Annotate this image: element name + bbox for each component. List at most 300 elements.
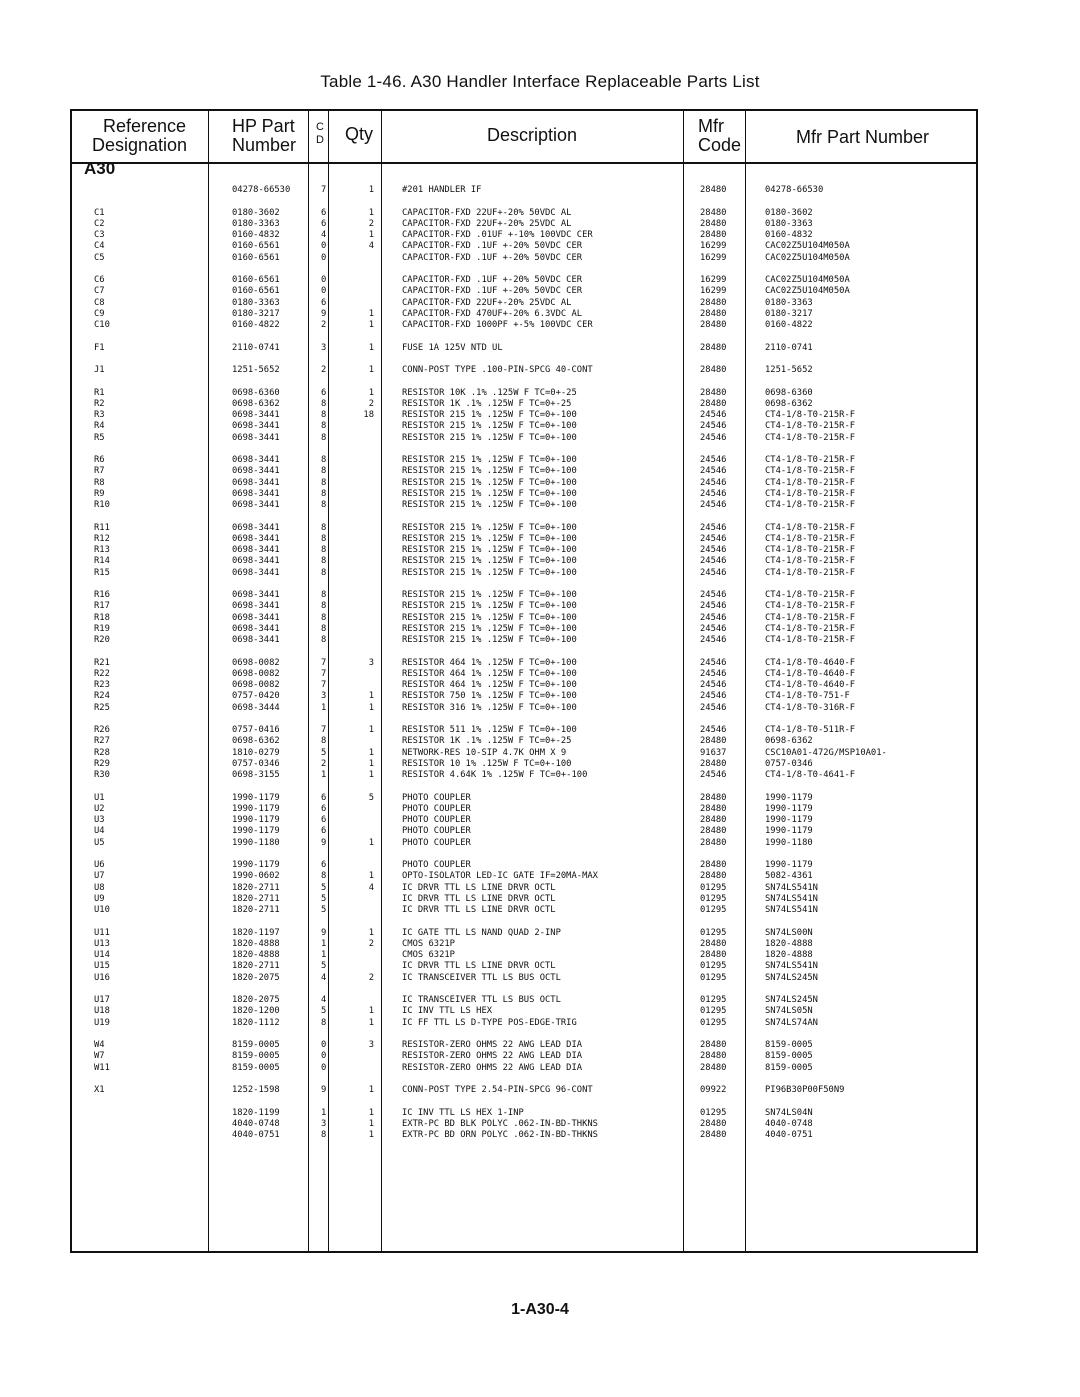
hp-part-number: 1820-2711: [232, 961, 280, 972]
hp-part-number: 8159-0005: [232, 1062, 280, 1073]
hp-part-number: 1252-1598: [232, 1085, 280, 1095]
ref-designation: F1: [94, 342, 105, 353]
table-row: [72, 691, 976, 702]
table-row: [72, 680, 976, 691]
ref-designation: C2: [94, 218, 105, 229]
mfr-code: 24546: [700, 466, 727, 477]
table-row: [72, 939, 976, 950]
cd-digit: 5: [321, 747, 327, 758]
cd-digit: 8: [321, 410, 327, 420]
hp-part-number: 0698-3441: [232, 500, 280, 510]
quantity: 3: [368, 657, 374, 668]
mfr-part-number: CT4-1/8-T0-215R-F: [765, 601, 856, 612]
table-row: [72, 388, 976, 399]
cd-digit: 8: [321, 477, 327, 488]
header-mfr-line2: Code: [698, 135, 742, 155]
cd-digit: 8: [321, 736, 327, 747]
description: IC INV TTL LS HEX: [402, 1006, 493, 1017]
hp-part-number: 8159-0005: [232, 1040, 280, 1050]
hp-part-number: 2110-0741: [232, 342, 280, 353]
description: IC DRVR TTL LS LINE DRVR OCTL: [402, 905, 556, 915]
quantity: 1: [368, 770, 374, 780]
description: IC GATE TTL LS NAND QUAD 2-INP: [402, 927, 561, 938]
mfr-code: 24546: [700, 545, 727, 555]
mfr-code: 24546: [700, 601, 727, 612]
table-row: [72, 613, 976, 624]
table-row: [72, 556, 976, 567]
description: IC TRANSCEIVER TTL LS BUS OCTL: [402, 995, 561, 1005]
mfr-code: 24546: [700, 432, 727, 443]
hp-part-number: 1820-2711: [232, 882, 280, 893]
table-row: [72, 624, 976, 635]
cd-digit: 1: [321, 702, 327, 713]
description: RESISTOR 215 1% .125W F TC=0+-100: [402, 488, 577, 499]
ref-designation: U14: [94, 950, 110, 960]
cd-digit: 0: [321, 241, 327, 252]
quantity: 2: [368, 218, 374, 229]
mfr-part-number: CT4-1/8-T0-215R-F: [765, 410, 856, 420]
description: RESISTOR 215 1% .125W F TC=0+-100: [402, 556, 577, 567]
table-row: [72, 275, 976, 286]
ref-designation: C3: [94, 230, 105, 240]
mfr-part-number: 0698-6362: [765, 736, 813, 747]
mfr-code: 01295: [700, 905, 727, 915]
description: CAPACITOR-FXD 22UF+-20% 50VDC AL: [402, 207, 572, 218]
mfr-code: 24546: [700, 725, 727, 735]
cd-digit: 2: [321, 758, 327, 769]
mfr-code: 01295: [700, 1017, 727, 1028]
description: RESISTOR 750 1% .125W F TC=0+-100: [402, 691, 577, 702]
mfr-code: 28480: [700, 230, 727, 240]
description: RESISTOR-ZERO OHMS 22 AWG LEAD DIA: [402, 1051, 583, 1062]
ref-designation: W7: [94, 1051, 105, 1062]
table-row: [72, 1085, 976, 1096]
description: RESISTOR 215 1% .125W F TC=0+-100: [402, 466, 577, 477]
mfr-code: 01295: [700, 972, 727, 983]
description: RESISTOR 215 1% .125W F TC=0+-100: [402, 455, 577, 465]
mfr-part-number: 1820-4888: [765, 950, 813, 960]
cd-digit: 8: [321, 522, 327, 533]
description: IC DRVR TTL LS LINE DRVR OCTL: [402, 882, 556, 893]
ref-designation: U17: [94, 995, 110, 1005]
mfr-code: 24546: [700, 477, 727, 488]
mfr-part-number: CT4-1/8-T0-215R-F: [765, 432, 856, 443]
description: RESISTOR 464 1% .125W F TC=0+-100: [402, 657, 577, 668]
mfr-part-number: 0757-0346: [765, 758, 813, 769]
mfr-part-number: SN74LS05N: [765, 1006, 813, 1017]
mfr-code: 28480: [700, 1051, 727, 1062]
quantity: 4: [368, 241, 374, 252]
ref-designation: U7: [94, 871, 105, 882]
ref-designation: R11: [94, 522, 110, 533]
description: CAPACITOR-FXD 22UF+-20% 25VDC AL: [402, 218, 572, 229]
mfr-part-number: CT4-1/8-T0-751-F: [765, 691, 850, 702]
table-row: [72, 871, 976, 882]
cd-digit: 6: [321, 297, 327, 308]
mfr-code: 01295: [700, 1107, 727, 1118]
mfr-part-number: CT4-1/8-T0-215R-F: [765, 477, 856, 488]
quantity: 2: [368, 938, 374, 949]
hp-part-number: 0160-4822: [232, 320, 280, 330]
ref-designation: W11: [94, 1062, 110, 1073]
quantity: 1: [368, 387, 374, 398]
header-hp-part-number: [232, 117, 296, 155]
cd-digit: 4: [321, 995, 327, 1005]
mfr-code: 28480: [700, 1130, 727, 1140]
hp-part-number: 1990-0602: [232, 871, 280, 882]
table-row: [72, 770, 976, 781]
mfr-code: 28480: [700, 871, 727, 882]
cd-digit: 2: [321, 320, 327, 330]
ref-designation: R9: [94, 488, 105, 499]
hp-part-number: 0757-0420: [232, 691, 280, 702]
ref-designation: U16: [94, 972, 110, 983]
ref-designation: U19: [94, 1017, 110, 1028]
hp-part-number: 1990-1179: [232, 803, 280, 814]
table-row: [72, 185, 976, 196]
cd-digit: 5: [321, 893, 327, 904]
cd-digit: 7: [321, 668, 327, 679]
hp-part-number: 0698-6362: [232, 398, 280, 409]
cd-digit: 8: [321, 488, 327, 499]
description: RESISTOR 10K .1% .125W F TC=0+-25: [402, 387, 577, 398]
quantity: 1: [368, 691, 374, 702]
description: CMOS 6321P: [402, 938, 455, 949]
ref-designation: R28: [94, 747, 110, 758]
table-row: [72, 523, 976, 534]
hp-part-number: 0180-3602: [232, 207, 280, 218]
ref-designation: C5: [94, 252, 105, 263]
header-hp-line1: HP Part: [232, 116, 295, 136]
mfr-part-number: 4040-0751: [765, 1130, 813, 1140]
quantity: 1: [368, 871, 374, 882]
table-row: [72, 253, 976, 264]
cd-digit: 4: [321, 972, 327, 983]
section-label: A30: [84, 159, 116, 178]
ref-designation: U1: [94, 792, 105, 803]
ref-designation: J1: [94, 365, 105, 375]
hp-part-number: 1810-0279: [232, 747, 280, 758]
cd-digit: 6: [321, 860, 327, 870]
table-row: [72, 455, 976, 466]
ref-designation: U15: [94, 961, 110, 972]
mfr-code: 01295: [700, 1006, 727, 1017]
table-row: [72, 433, 976, 444]
ref-designation: R14: [94, 556, 110, 567]
description: CAPACITOR-FXD 1000PF +-5% 100VDC CER: [402, 320, 593, 330]
cd-digit: 8: [321, 601, 327, 612]
cd-digit: 1: [321, 1107, 327, 1118]
description: CAPACITOR-FXD 470UF+-20% 6.3VDC AL: [402, 308, 583, 319]
mfr-code: 01295: [700, 995, 727, 1005]
cd-digit: 4: [321, 230, 327, 240]
ref-designation: R6: [94, 455, 105, 465]
description: RESISTOR 215 1% .125W F TC=0+-100: [402, 590, 577, 600]
description: #201 HANDLER IF: [402, 185, 482, 195]
table-row: [72, 736, 976, 747]
mfr-part-number: SN74LS245N: [765, 972, 818, 983]
table-row: [72, 399, 976, 410]
quantity: 5: [368, 792, 374, 803]
description: PHOTO COUPLER: [402, 815, 471, 825]
hp-part-number: 0698-3441: [232, 522, 280, 533]
mfr-part-number: CT4-1/8-T0-215R-F: [765, 421, 856, 432]
description: PHOTO COUPLER: [402, 803, 471, 814]
table-row: [72, 489, 976, 500]
table-row: [72, 298, 976, 309]
header-ref-line2: Designation: [92, 135, 188, 155]
ref-designation: C10: [94, 320, 110, 330]
ref-designation: U13: [94, 938, 110, 949]
cd-digit: 8: [321, 567, 327, 578]
table-row: [72, 995, 976, 1006]
cd-digit: 8: [321, 398, 327, 409]
header-hp-line2: Number: [232, 135, 297, 155]
cd-digit: 0: [321, 275, 327, 285]
mfr-code: 24546: [700, 657, 727, 668]
mfr-part-number: 1990-1179: [765, 792, 813, 803]
table-row: [72, 894, 976, 905]
mfr-part-number: CT4-1/8-T0-215R-F: [765, 567, 856, 578]
quantity: 1: [368, 230, 374, 240]
ref-designation: U11: [94, 927, 110, 938]
mfr-code: 01295: [700, 893, 727, 904]
quantity: 1: [368, 702, 374, 713]
header-mfr-line1: Mfr: [698, 116, 724, 136]
description: CAPACITOR-FXD .1UF +-20% 50VDC CER: [402, 252, 583, 263]
cd-digit: 9: [321, 308, 327, 319]
description: IC DRVR TTL LS LINE DRVR OCTL: [402, 893, 556, 904]
cd-digit: 8: [321, 1017, 327, 1028]
description: PHOTO COUPLER: [402, 860, 471, 870]
description: RESISTOR 215 1% .125W F TC=0+-100: [402, 545, 577, 555]
quantity: 1: [368, 747, 374, 758]
ref-designation: R16: [94, 590, 110, 600]
mfr-code: 24546: [700, 488, 727, 499]
hp-part-number: 1820-1197: [232, 927, 280, 938]
hp-part-number: 0160-6561: [232, 286, 280, 297]
ref-designation: R26: [94, 725, 110, 735]
table-row: [72, 883, 976, 894]
mfr-code: 24546: [700, 702, 727, 713]
ref-designation: R1: [94, 387, 105, 398]
description: EXTR-PC BD BLK POLYC .062-IN-BD-THKNS: [402, 1118, 598, 1129]
quantity: 1: [368, 1085, 374, 1095]
cd-digit: 0: [321, 252, 327, 263]
table-row: [72, 826, 976, 837]
table-row: [72, 905, 976, 916]
table-row: [72, 1051, 976, 1062]
description: RESISTOR-ZERO OHMS 22 AWG LEAD DIA: [402, 1040, 583, 1050]
description: CAPACITOR-FXD .01UF +-10% 100VDC CER: [402, 230, 593, 240]
mfr-code: 24546: [700, 455, 727, 465]
mfr-code: 24546: [700, 668, 727, 679]
description: CONN-POST TYPE .100-PIN-SPCG 40-CONT: [402, 365, 593, 375]
hp-part-number: 04278-66530: [232, 185, 291, 195]
ref-designation: R2: [94, 398, 105, 409]
mfr-code: 24546: [700, 533, 727, 544]
ref-designation: R21: [94, 657, 110, 668]
hp-part-number: 0160-6561: [232, 241, 280, 252]
header-qty: Qty: [345, 124, 374, 144]
mfr-code: 24546: [700, 635, 727, 645]
ref-designation: U4: [94, 826, 105, 837]
mfr-part-number: 1990-1179: [765, 803, 813, 814]
hp-part-number: 0698-0082: [232, 668, 280, 679]
hp-part-number: 0698-0082: [232, 657, 280, 668]
hp-part-number: 0180-3363: [232, 218, 280, 229]
mfr-code: 28480: [700, 398, 727, 409]
mfr-code: 28480: [700, 950, 727, 960]
table-row: [72, 748, 976, 759]
cd-digit: 8: [321, 556, 327, 567]
mfr-part-number: 0180-3363: [765, 297, 813, 308]
quantity: 1: [368, 342, 374, 353]
ref-designation: R19: [94, 623, 110, 634]
hp-part-number: 1820-2711: [232, 893, 280, 904]
table-row: [72, 635, 976, 646]
description: RESISTOR 215 1% .125W F TC=0+-100: [402, 567, 577, 578]
hp-part-number: 0180-3363: [232, 297, 280, 308]
ref-designation: R29: [94, 758, 110, 769]
ref-designation: W4: [94, 1040, 105, 1050]
mfr-code: 28480: [700, 792, 727, 803]
ref-designation: R15: [94, 567, 110, 578]
mfr-code: 28480: [700, 758, 727, 769]
mfr-code: 24546: [700, 612, 727, 623]
table-row: [72, 1006, 976, 1017]
ref-designation: R24: [94, 691, 110, 702]
mfr-code: 28480: [700, 1118, 727, 1129]
cd-digit: 6: [321, 815, 327, 825]
table-row: [72, 534, 976, 545]
ref-designation: R5: [94, 432, 105, 443]
description: IC FF TTL LS D-TYPE POS-EDGE-TRIG: [402, 1017, 577, 1028]
cd-digit: 2: [321, 365, 327, 375]
mfr-code: 28480: [700, 297, 727, 308]
quantity: 1: [368, 308, 374, 319]
quantity: 1: [368, 837, 374, 848]
mfr-part-number: 0180-3217: [765, 308, 813, 319]
ref-designation: R10: [94, 500, 110, 510]
cd-digit: 7: [321, 657, 327, 668]
description: PHOTO COUPLER: [402, 792, 471, 803]
table-row: [72, 950, 976, 961]
table-row: [72, 590, 976, 601]
cd-digit: 8: [321, 421, 327, 432]
hp-part-number: 0698-3441: [232, 410, 280, 420]
mfr-part-number: CAC02Z5U104M050A: [765, 241, 850, 252]
hp-part-number: 0698-3155: [232, 770, 280, 780]
quantity: 1: [368, 1006, 374, 1017]
mfr-part-number: 2110-0741: [765, 342, 813, 353]
cd-digit: 8: [321, 623, 327, 634]
hp-part-number: 0698-3441: [232, 556, 280, 567]
hp-part-number: 1820-1200: [232, 1006, 280, 1017]
mfr-code: 28480: [700, 1062, 727, 1073]
table-row: [72, 219, 976, 230]
hp-part-number: 1820-1112: [232, 1017, 280, 1028]
hp-part-number: 0160-6561: [232, 275, 280, 285]
mfr-part-number: 8159-0005: [765, 1051, 813, 1062]
mfr-part-number: CT4-1/8-T0-215R-F: [765, 623, 856, 634]
hp-part-number: 0698-3441: [232, 477, 280, 488]
description: RESISTOR 1K .1% .125W F TC=0+-25: [402, 398, 572, 409]
mfr-part-number: 1251-5652: [765, 365, 813, 375]
table-row: [72, 208, 976, 219]
mfr-part-number: 0160-4822: [765, 320, 813, 330]
description: RESISTOR 4.64K 1% .125W F TC=0+-100: [402, 770, 588, 780]
hp-part-number: 0757-0346: [232, 758, 280, 769]
mfr-code: 24546: [700, 590, 727, 600]
table-row: [72, 601, 976, 612]
table-row: [72, 320, 976, 331]
description: CMOS 6321P: [402, 950, 455, 960]
quantity: 1: [368, 758, 374, 769]
mfr-part-number: SN74LS245N: [765, 995, 818, 1005]
mfr-code: 16299: [700, 252, 727, 263]
cd-digit: 9: [321, 927, 327, 938]
parts-table: [70, 109, 978, 1253]
mfr-part-number: CT4-1/8-T0-215R-F: [765, 500, 856, 510]
mfr-part-number: 04278-66530: [765, 185, 824, 195]
mfr-part-number: CT4-1/8-T0-215R-F: [765, 522, 856, 533]
mfr-code: 16299: [700, 286, 727, 297]
mfr-code: 01295: [700, 927, 727, 938]
mfr-part-number: SN74LS541N: [765, 905, 818, 915]
mfr-part-number: CT4-1/8-T0-511R-F: [765, 725, 856, 735]
hp-part-number: 0698-3441: [232, 623, 280, 634]
hp-part-number: 0698-3441: [232, 590, 280, 600]
mfr-code: 16299: [700, 275, 727, 285]
table-row: [72, 568, 976, 579]
hp-part-number: 4040-0748: [232, 1118, 280, 1129]
mfr-code: 24546: [700, 500, 727, 510]
table-title: Table 1-46. A30 Handler Interface Replaceable Parts List: [320, 72, 760, 91]
mfr-part-number: SN74LS541N: [765, 882, 818, 893]
table-row: [72, 241, 976, 252]
cd-digit: 5: [321, 905, 327, 915]
hp-part-number: 1251-5652: [232, 365, 280, 375]
table-row: [72, 1130, 976, 1141]
quantity: 3: [368, 1040, 374, 1050]
description: RESISTOR 215 1% .125W F TC=0+-100: [402, 601, 577, 612]
quantity: 4: [368, 882, 374, 893]
description: IC TRANSCEIVER TTL LS BUS OCTL: [402, 972, 561, 983]
ref-designation: U2: [94, 803, 105, 814]
hp-part-number: 8159-0005: [232, 1051, 280, 1062]
mfr-code: 28480: [700, 387, 727, 398]
cd-digit: 0: [321, 1062, 327, 1073]
description: NETWORK-RES 10-SIP 4.7K OHM X 9: [402, 747, 567, 758]
hp-part-number: 0698-3441: [232, 601, 280, 612]
mfr-code: 24546: [700, 691, 727, 702]
cd-digit: 7: [321, 185, 327, 195]
hp-part-number: 0698-3444: [232, 702, 280, 713]
mfr-code: 24546: [700, 410, 727, 420]
mfr-code: 24546: [700, 680, 727, 690]
mfr-code: 16299: [700, 241, 727, 252]
hp-part-number: 0698-3441: [232, 545, 280, 555]
hp-part-number: 0698-3441: [232, 533, 280, 544]
hp-part-number: 1990-1179: [232, 860, 280, 870]
mfr-code: 24546: [700, 770, 727, 780]
ref-designation: C6: [94, 275, 105, 285]
table-row: [72, 759, 976, 770]
description: OPTO-ISOLATOR LED-IC GATE IF=20MA-MAX: [402, 871, 598, 882]
quantity: 1: [368, 1118, 374, 1129]
mfr-part-number: 1990-1179: [765, 826, 813, 837]
